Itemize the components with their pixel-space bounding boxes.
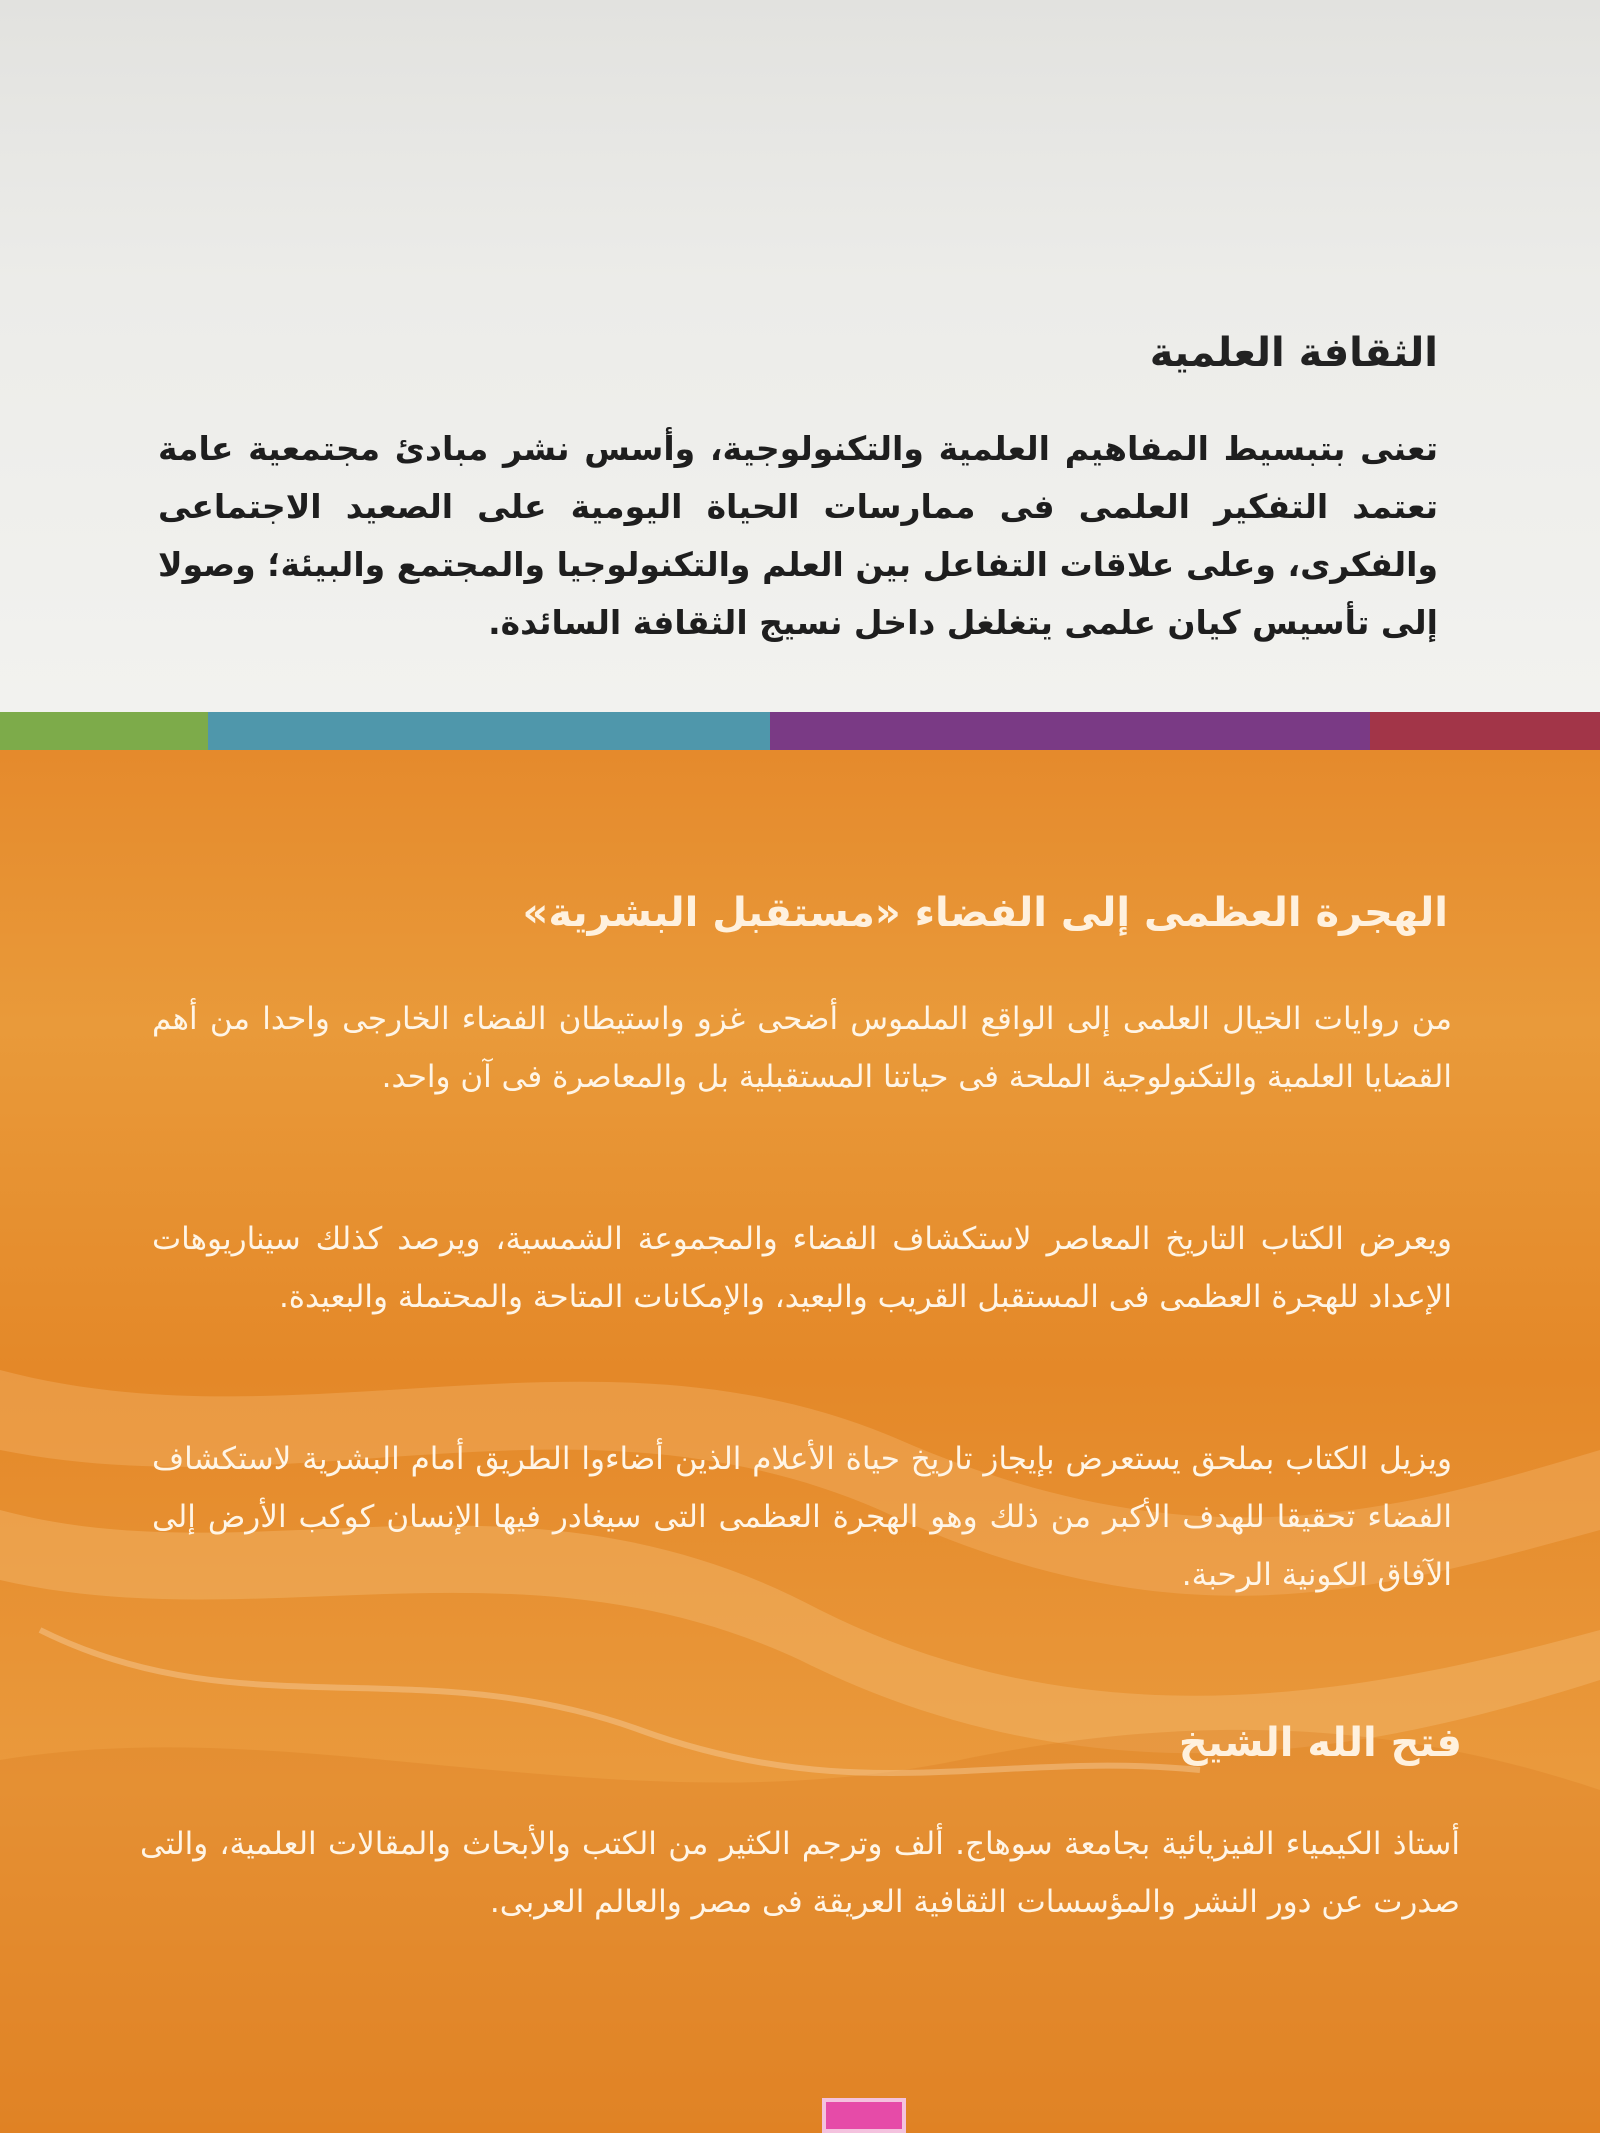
price-sticker	[822, 2098, 906, 2133]
color-stripe	[0, 712, 1600, 750]
author-bio: أستاذ الكيمياء الفيزيائية بجامعة سوهاج. ألف وترجم الكثير من الكتب والأبحاث والمقالات العلمية، والتى صدرت عن دور النشر والمؤسسات الثقافية العريقة فى مصر والعالم العربى.	[140, 1826, 1460, 1920]
book-paragraph-1: من روايات الخيال العلمى إلى الواقع الملموس أضحى غزو واستيطان الفضاء الخارجى واحدا من أهم القضايا العلمية والتكنولوجية الملحة فى حياتنا المستقبلية بل والمعاصرة فى آن واحد.	[152, 1001, 1452, 1095]
culture-paragraph: تعنى بتبسيط المفاهيم العلمية والتكنولوجية، وأسس نشر مبادئ مجتمعية عامة تعتمد التفكير العلمى فى ممارسات الحياة اليومية على الصعيد الاجتماعى والفكرى، وعلى علاقات التفاعل بين العلم والتكنولوجيا والمجتمع والبيئة؛ وصولا إلى تأسيس كيان علمى يتغلغل داخل نسيج الثقافة السائدة.	[158, 429, 1438, 642]
book-paragraph-3: ويزيل الكتاب بملحق يستعرض بإيجاز تاريخ حياة الأعلام الذين أضاءوا الطريق أمام البشرية لاستكشاف الفضاء تحقيقا للهدف الأكبر من ذلك وهو الهجرة العظمى التى سيغادر فيها الإنسان كوكب الأرض إلى الآفاق الكونية الرحبة.	[152, 1441, 1452, 1593]
author-name: فتح الله الشيخ	[1178, 1720, 1462, 1766]
stripe-green	[0, 712, 208, 750]
culture-heading: الثقافة العلمية	[1149, 330, 1438, 376]
stripe-purple	[770, 712, 1370, 750]
book-paragraph-2: ويعرض الكتاب التاريخ المعاصر لاستكشاف الفضاء والمجموعة الشمسية، ويرصد كذلك سيناريوهات الإعداد للهجرة العظمى فى المستقبل القريب والبعيد، والإمكانات المتاحة والمحتملة والبعيدة.	[152, 1221, 1452, 1315]
stripe-red	[1370, 712, 1600, 750]
stripe-teal	[208, 712, 770, 750]
book-title: الهجرة العظمى إلى الفضاء «مستقبل البشرية»	[522, 890, 1448, 936]
